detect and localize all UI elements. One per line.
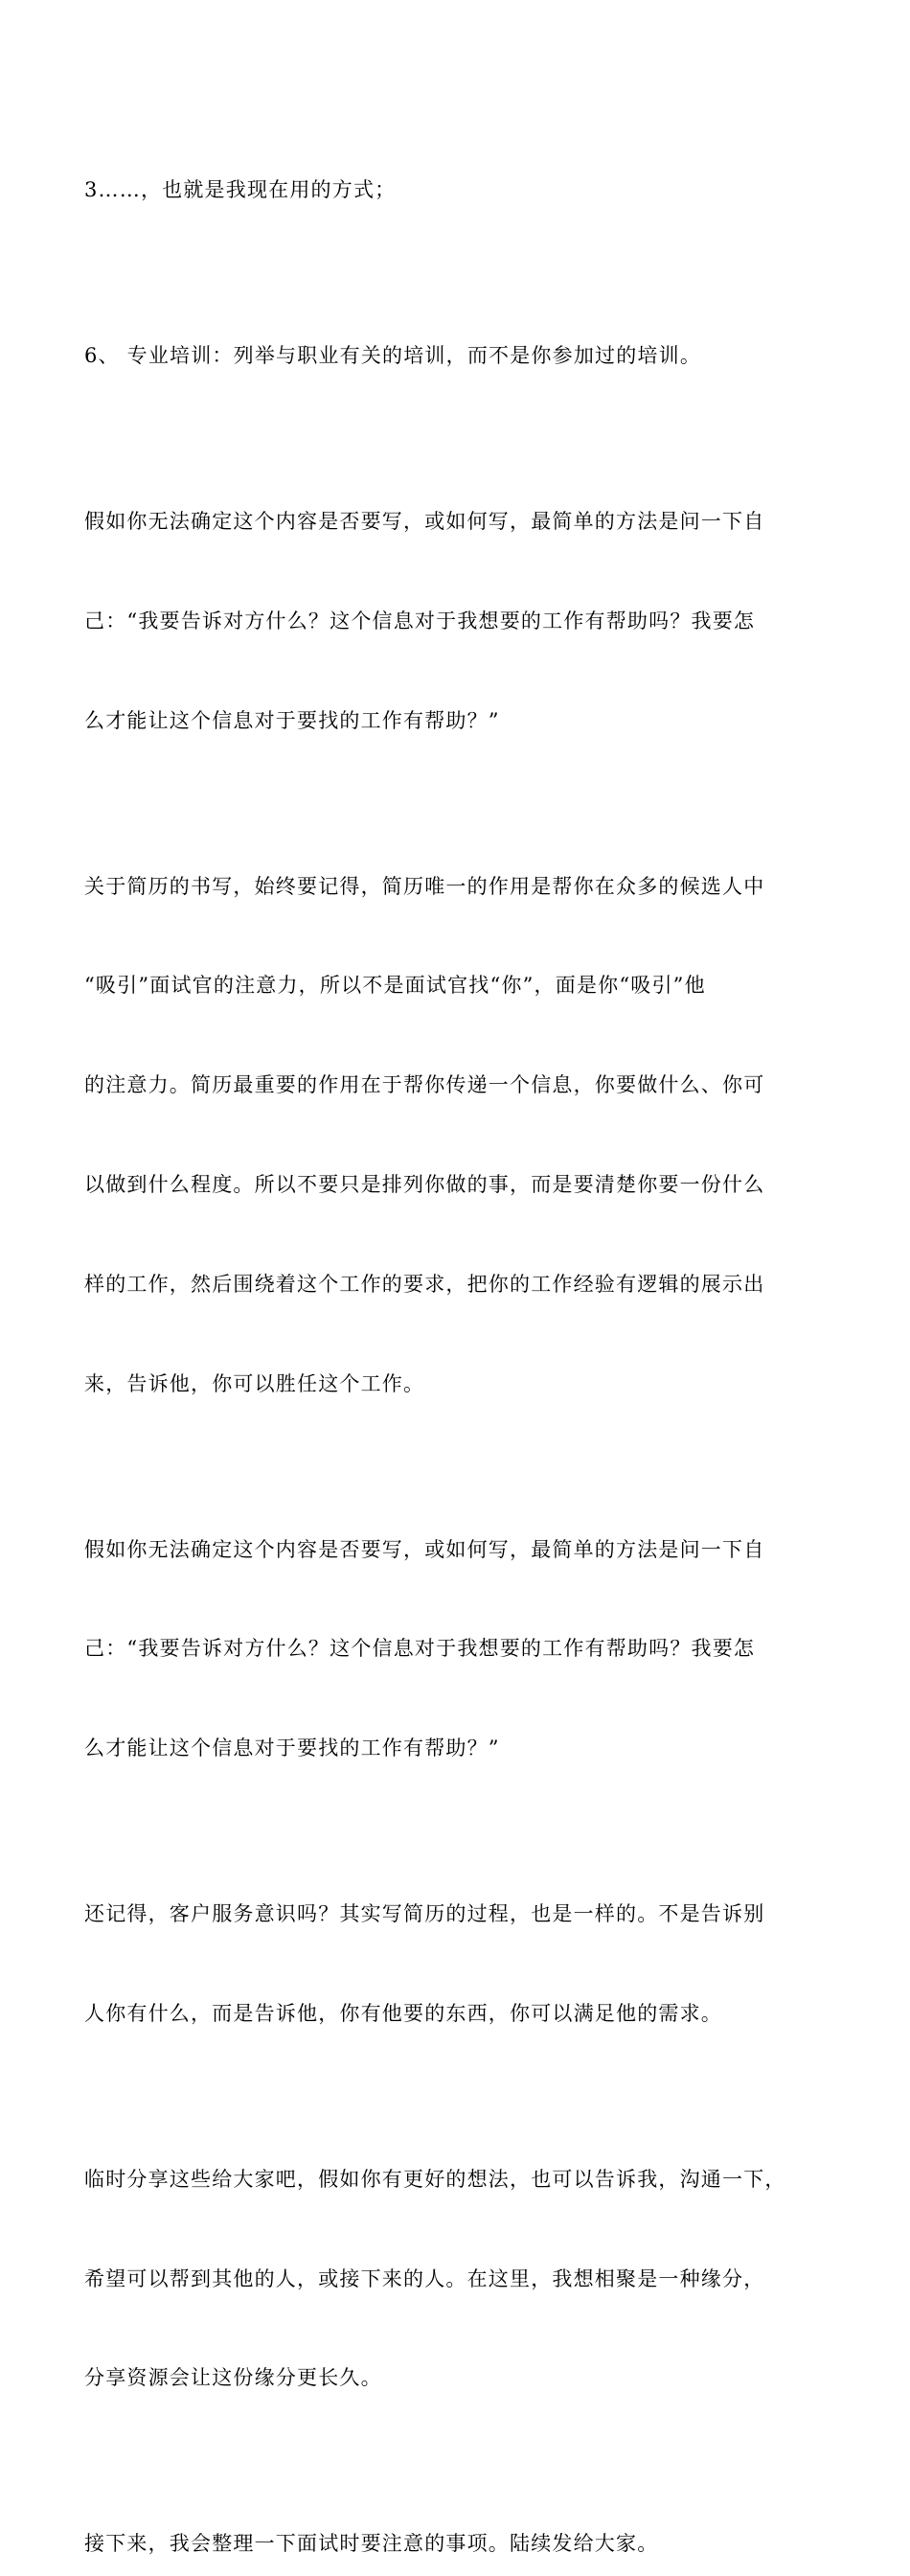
text-line: 假如你无法确定这个内容是否要写，或如何写，最简单的方法是问一下自	[84, 1537, 765, 1561]
paragraph-next-steps	[84, 2461, 841, 2576]
paragraph-uncertain-content-2	[84, 1466, 841, 1831]
paragraph-sharing	[84, 2097, 841, 2462]
text-line: 来，告诉他，你可以胜任这个工作。	[84, 1371, 425, 1395]
text-line: 假如你无法确定这个内容是否要写，或如何写，最简单的方法是问一下自	[84, 510, 765, 534]
paragraph-resume-writing	[84, 803, 841, 1466]
text-line: 己：“我要告诉对方什么？这个信息对于我想要的工作有帮助吗？我要怎	[84, 609, 756, 632]
paragraph-method-note	[84, 107, 841, 273]
text-line: 3……，也就是我现在用的方式；	[84, 178, 397, 202]
text-line: 希望可以帮到其他的人，或接下来的人。在这里，我想相聚是一种缘分，	[84, 2266, 765, 2290]
text-line: 样的工作，然后围绕着这个工作的要求，把你的工作经验有逻辑的展示出	[84, 1272, 765, 1296]
paragraph-uncertain-content-1	[84, 439, 841, 804]
text-line: 接下来，我会整理一下面试时要注意的事项。陆续发给大家。	[84, 2532, 659, 2556]
paragraph-training-item	[84, 273, 841, 439]
text-line: 么才能让这个信息对于要找的工作有帮助？”	[84, 708, 500, 732]
text-line: 人你有什么，而是告诉他，你有他要的东西，你可以满足他的需求。	[84, 2001, 722, 2025]
text-line: 关于简历的书写，始终要记得，简历唯一的作用是帮你在众多的候选人中	[84, 874, 765, 898]
document-body	[84, 107, 841, 2576]
text-line: 以做到什么程度。所以不要只是排列你做的事，而是要清楚你要一份什么	[84, 1173, 765, 1196]
paragraph-customer-service	[84, 1831, 841, 2097]
text-line: 己：“我要告诉对方什么？这个信息对于我想要的工作有帮助吗？我要怎	[84, 1637, 756, 1661]
text-line: 么才能让这个信息对于要找的工作有帮助？”	[84, 1736, 500, 1760]
text-line: 临时分享这些给大家吧，假如你有更好的想法，也可以告诉我，沟通一下，	[84, 2167, 786, 2191]
text-line: 的注意力。简历最重要的作用在于帮你传递一个信息，你要做什么、你可	[84, 1073, 765, 1097]
text-line: 还记得，客户服务意识吗？其实写简历的过程，也是一样的。不是告诉别	[84, 1902, 765, 1926]
text-line: 6、 专业培训：列举与职业有关的培训，而不是你参加过的培训。	[84, 344, 702, 368]
text-line: 分享资源会让这份缘分更长久。	[84, 2366, 382, 2390]
text-line: “吸引”面试官的注意力，所以不是面试官找“你”，面是你“吸引”他	[84, 974, 706, 998]
